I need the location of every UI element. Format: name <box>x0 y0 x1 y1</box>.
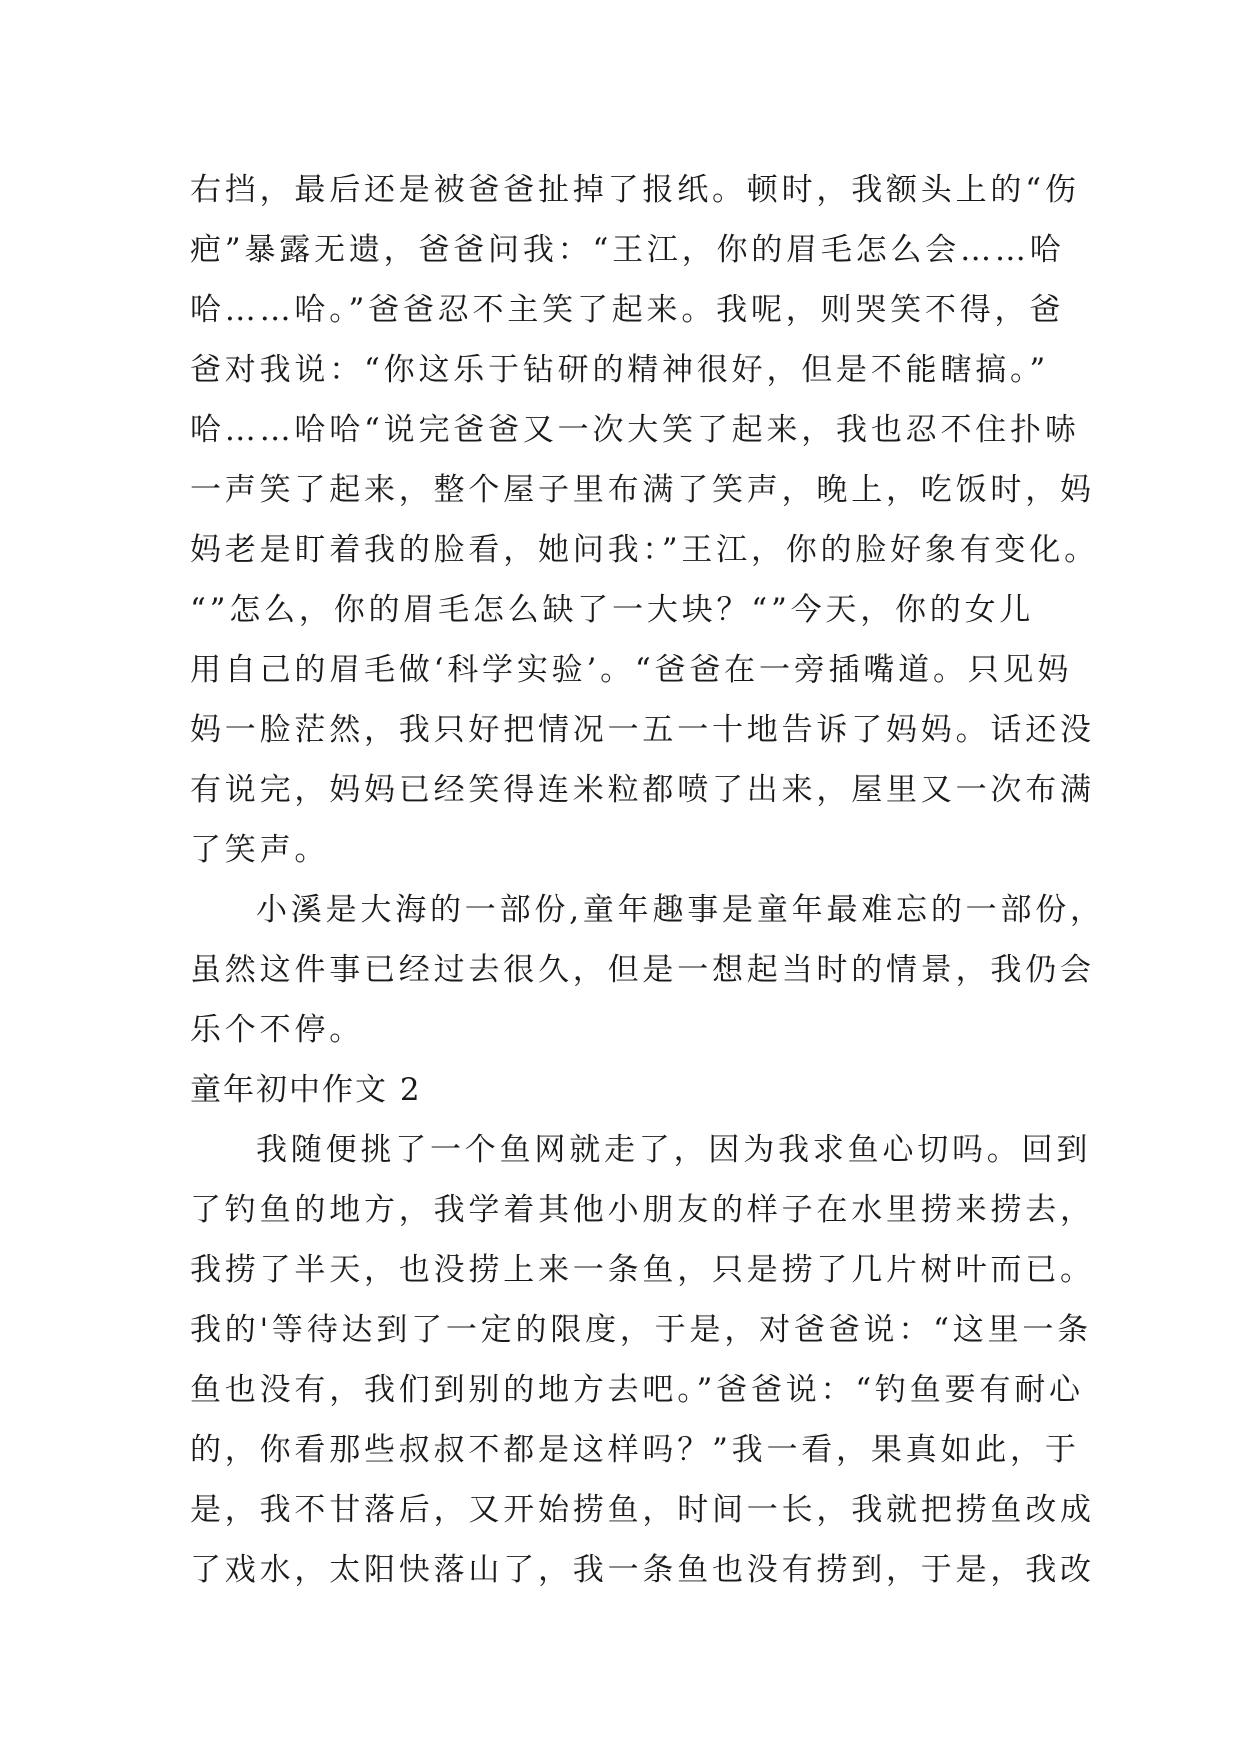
text-line: 爸对我说：“你这乐于钻研的精神很好，但是不能瞎搞。” <box>190 352 1049 388</box>
text-line: 我捞了半天，也没捞上来一条鱼，只是捞了几片树叶而已。 <box>190 1252 1095 1288</box>
document-page <box>190 160 1105 1600</box>
paragraph-start-line: 我随便挑了一个鱼网就走了，因为我求鱼心切吗。回到 <box>256 1132 1092 1168</box>
text-line: “”怎么，你的眉毛怎么缺了一大块？“”今天，你的女儿 <box>190 592 1035 628</box>
text-line: 右挡，最后还是被爸爸扯掉了报纸。顿时，我额头上的“伤 <box>190 172 1080 208</box>
text-line: 用自己的眉毛做‘科学实验’。“爸爸在一旁插嘴道。只见妈 <box>190 652 1073 688</box>
text-line: 我的'等待达到了一定的限度，于是，对爸爸说：“这里一条 <box>190 1312 1092 1348</box>
text-line: 了钓鱼的地方，我学着其他小朋友的样子在水里捞来捞去， <box>190 1192 1095 1228</box>
text-line: 了笑声。 <box>190 832 330 868</box>
paragraph-start-line: 小溪是大海的一部份,童年趣事是童年最难忘的一部份， <box>256 892 1105 928</box>
text-line: 妈老是盯着我的脸看，她问我：”王江，你的脸好象有变化。 <box>190 532 1099 568</box>
text-line: 虽然这件事已经过去很久，但是一想起当时的情景，我仍会 <box>190 952 1095 988</box>
text-line: 鱼也没有，我们到别的地方去吧。”爸爸说：“钓鱼要有耐心 <box>190 1372 1084 1408</box>
text-line: 妈一脸茫然，我只好把情况一五一十地告诉了妈妈。话还没 <box>190 712 1095 748</box>
section-heading: 童年初中作文 2 <box>190 1072 422 1108</box>
text-line: 是，我不甘落后，又开始捞鱼，时间一长，我就把捞鱼改成 <box>190 1492 1095 1528</box>
text-line: 的，你看那些叔叔不都是这样吗？”我一看，果真如此，于 <box>190 1432 1080 1468</box>
text-line: 乐个不停。 <box>190 1012 364 1048</box>
text-line: 一声笑了起来，整个屋子里布满了笑声，晚上，吃饭时，妈 <box>190 472 1095 508</box>
text-line: 哈……哈哈“说完爸爸又一次大笑了起来，我也忍不住扑哧 <box>190 412 1080 448</box>
text-line: 了戏水，太阳快落山了，我一条鱼也没有捞到，于是，我改 <box>190 1552 1095 1588</box>
text-line: 哈……哈。”爸爸忍不主笑了起来。我呢，则哭笑不得，爸 <box>190 292 1065 328</box>
text-line: 有说完，妈妈已经笑得连米粒都喷了出来，屋里又一次布满 <box>190 772 1095 808</box>
text-line: 疤”暴露无遗，爸爸问我：“王江，你的眉毛怎么会……哈 <box>190 232 1065 268</box>
